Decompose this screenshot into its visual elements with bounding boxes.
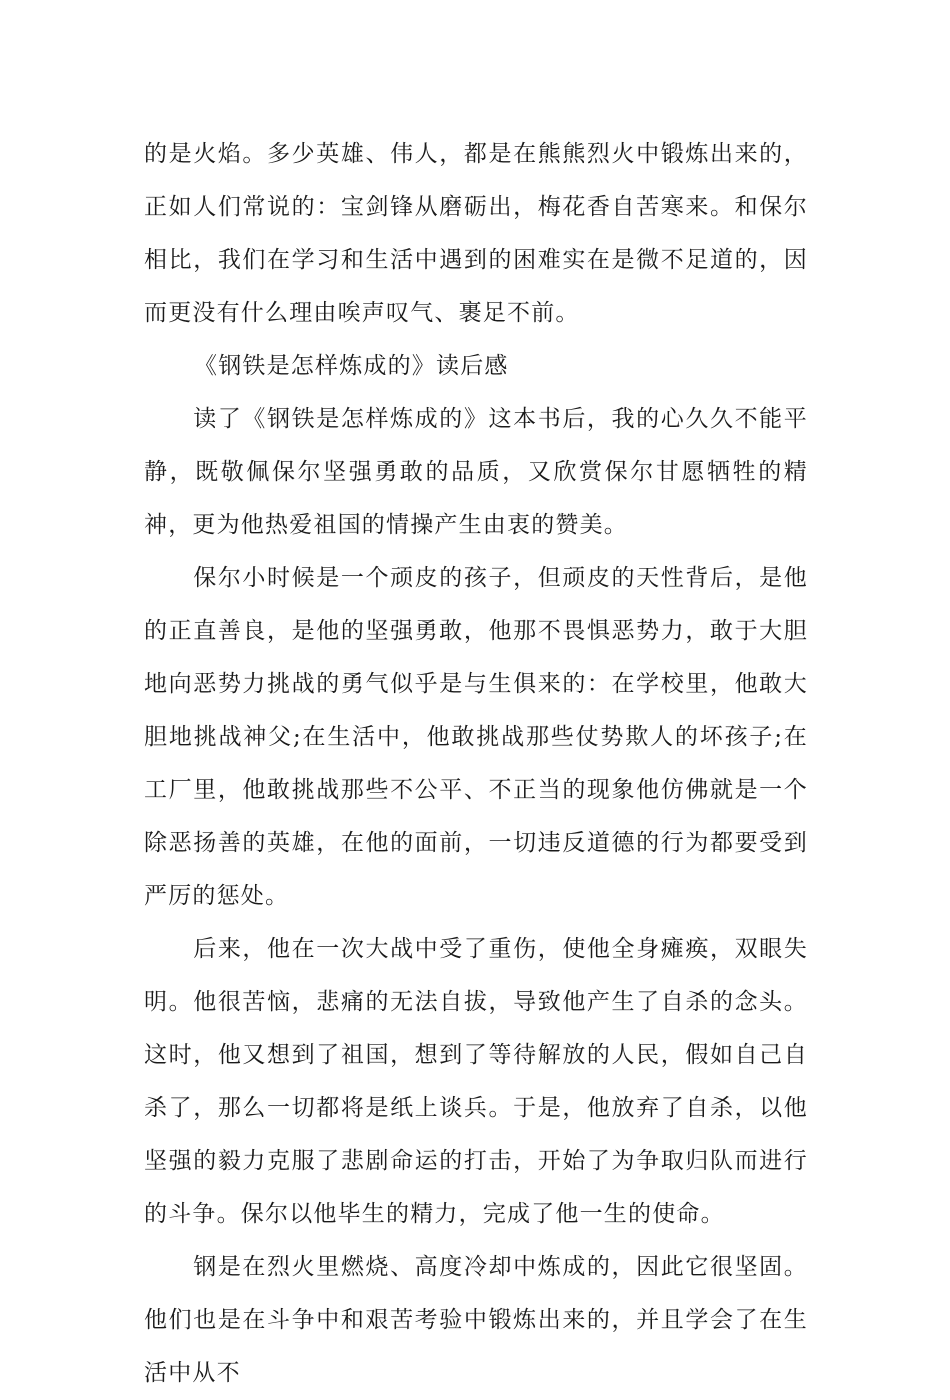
document-body	[144, 128, 808, 1400]
paragraph-3: 保尔小时候是一个顽皮的孩子，但顽皮的天性背后，是他的正直善良，是他的坚强勇敢，他那不畏惧恶势力，敢于大胆地向恶势力挑战的勇气似乎是与生俱来的：在学校里，他敢大胆地挑战神父;在生活中，他敢挑战那些仗势欺人的坏孩子;在工厂里，他敢挑战那些不公平、不正当的现象他仿佛就是一个除恶扬善的英雄，在他的面前，一切违反道德的行为都要受到严厉的惩处。	[144, 565, 808, 909]
paragraph-1: 的是火焰。多少英雄、伟人，都是在熊熊烈火中锻炼出来的，正如人们常说的：宝剑锋从磨砺出，梅花香自苦寒来。和保尔相比，我们在学习和生活中遇到的困难实在是微不足道的，因而更没有什么理由唉声叹气、裹足不前。	[144, 141, 808, 326]
paragraph-2: 读了《钢铁是怎样炼成的》这本书后，我的心久久不能平静，既敬佩保尔坚强勇敢的品质，又欣赏保尔甘愿牺牲的精神，更为他热爱祖国的情操产生由衷的赞美。	[144, 406, 808, 538]
paragraph-5: 钢是在烈火里燃烧、高度冷却中炼成的，因此它很坚固。他们也是在斗争中和艰苦考验中锻炼出来的，并且学会了在生活中从不	[144, 1254, 808, 1386]
essay-title: 《钢铁是怎样炼成的》读后感	[194, 353, 509, 379]
paragraph-4: 后来，他在一次大战中受了重伤，使他全身瘫痪，双眼失明。他很苦恼，悲痛的无法自拔，导致他产生了自杀的念头。这时，他又想到了祖国，想到了等待解放的人民，假如自己自杀了，那么一切都将是纸上谈兵。于是，他放弃了自杀，以他坚强的毅力克服了悲剧命运的打击，开始了为争取归队而进行的斗争。保尔以他毕生的精力，完成了他一生的使命。	[144, 936, 808, 1227]
